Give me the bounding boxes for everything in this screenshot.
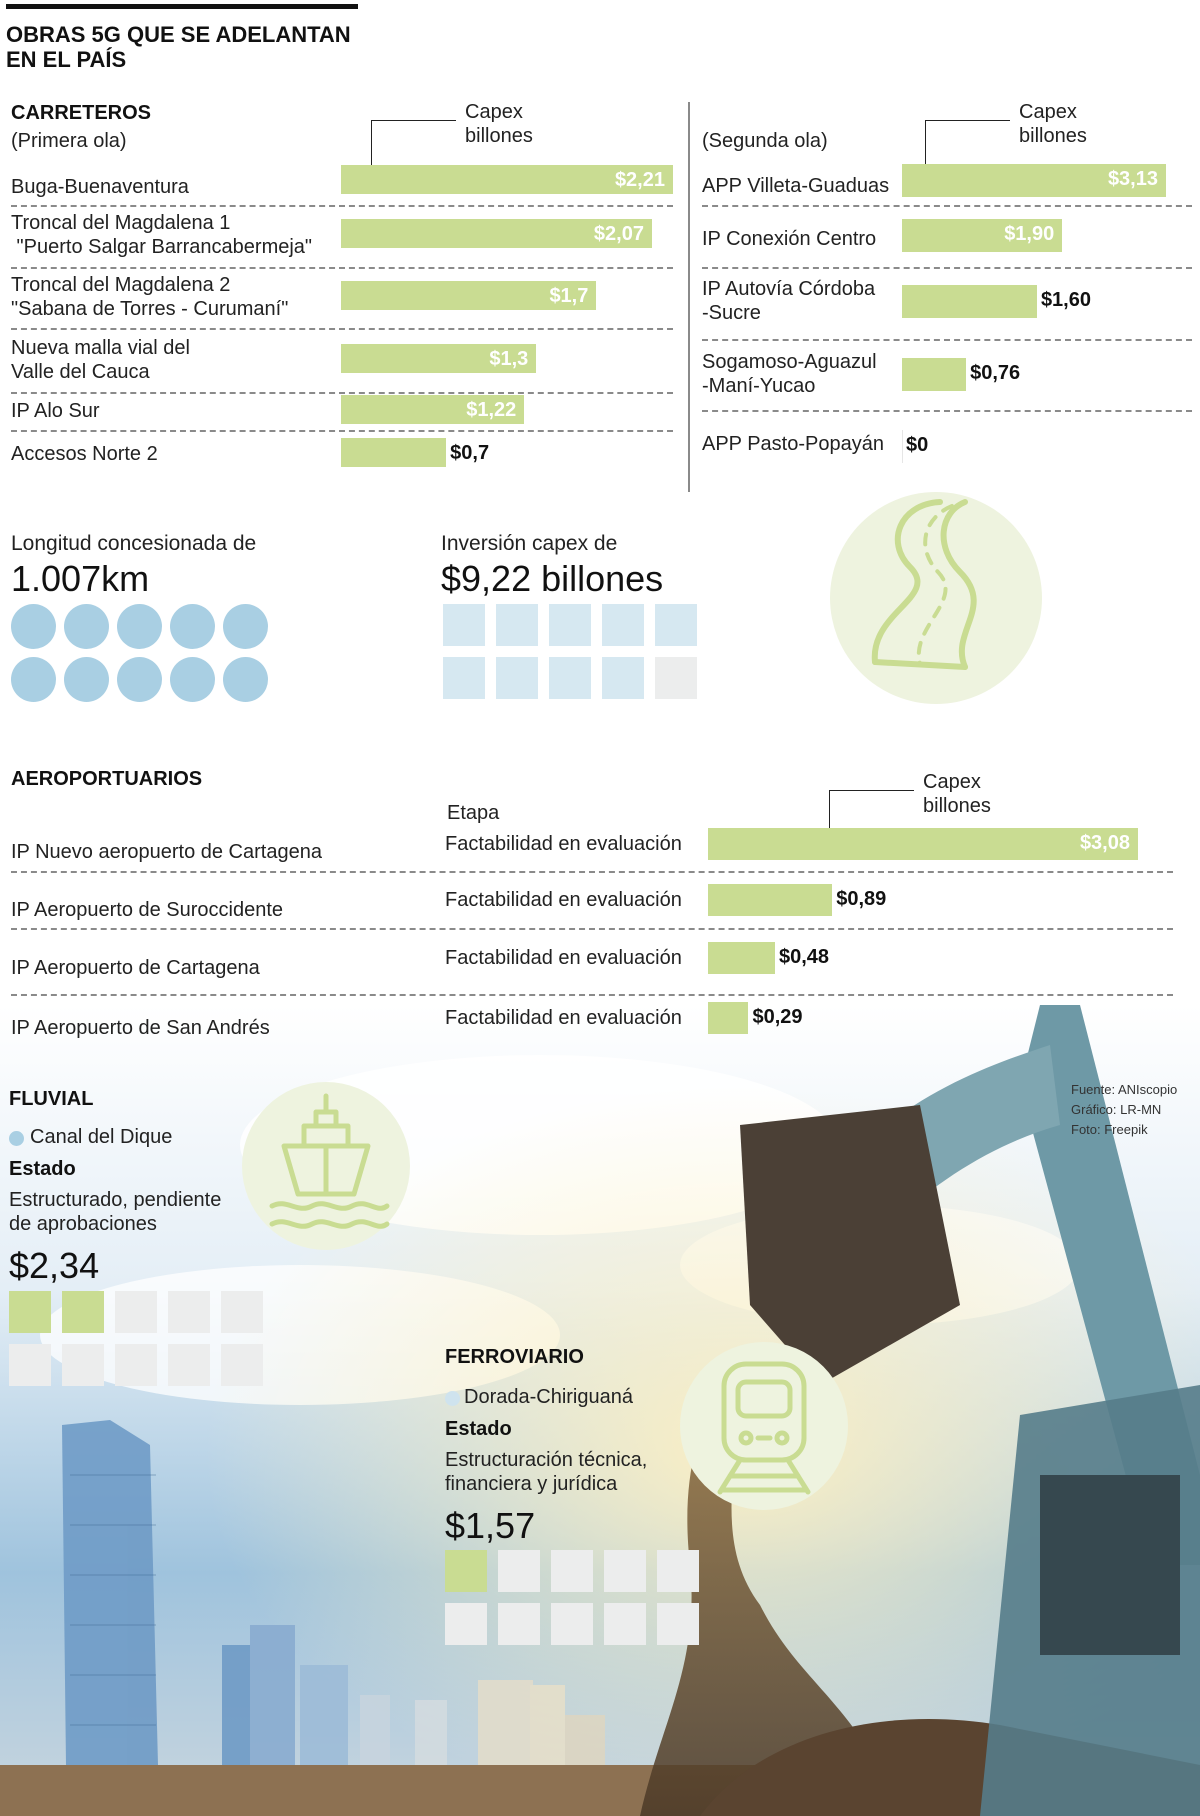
capex-square — [655, 604, 697, 646]
row-label: Troncal del Magdalena 1 "Puerto Salgar Barrancabermeja" — [11, 212, 313, 258]
fluvial-bullet — [9, 1131, 24, 1146]
value-label: $1,90 — [1004, 223, 1055, 245]
bar — [902, 285, 1037, 318]
row-label: Sogamoso-Aguazul -Maní-Yucao — [702, 351, 877, 397]
capex-callout-line-1 — [371, 120, 372, 170]
fluvial-title: FLUVIAL — [9, 1088, 94, 1110]
train-icon — [680, 1342, 848, 1510]
fluvial-square — [62, 1344, 104, 1386]
row-label: IP Aeropuerto de San Andrés — [11, 1017, 270, 1039]
value-label: $1,7 — [549, 285, 589, 307]
stage-label: Factabilidad en evaluación — [445, 1007, 682, 1029]
row-label: IP Autovía Córdoba -Sucre — [702, 278, 876, 324]
length-dot — [11, 657, 56, 702]
value-label: $3,08 — [1079, 832, 1130, 854]
length-dot-grid — [11, 604, 291, 704]
capex-callout-hline-1 — [371, 120, 456, 121]
row-divider — [11, 994, 1173, 996]
bar — [708, 1002, 748, 1034]
value-label: $0 — [906, 434, 929, 456]
row-divider — [702, 410, 1192, 412]
capex-square — [602, 604, 644, 646]
ferroviario-square — [551, 1603, 593, 1645]
ferroviario-square — [604, 1550, 646, 1592]
row-label: Troncal del Magdalena 2 "Sabana de Torres - Curumaní" — [11, 274, 289, 320]
capex-callout-hline-2 — [925, 120, 1010, 121]
ferroviario-square — [604, 1603, 646, 1645]
length-dot — [170, 604, 215, 649]
capex-total-value: $9,22 billones — [441, 558, 664, 599]
ferroviario-square — [657, 1550, 699, 1592]
bar — [708, 942, 775, 974]
stage-label: Factabilidad en evaluación — [445, 889, 682, 911]
fluvial-square — [115, 1291, 157, 1333]
column-divider — [688, 102, 690, 492]
fluvial-square — [9, 1291, 51, 1333]
ferroviario-square — [551, 1550, 593, 1592]
ferroviario-project: Dorada-Chiriguaná — [464, 1386, 633, 1408]
title-rule — [6, 4, 358, 9]
capex-square-grid — [443, 604, 723, 704]
row-label: IP Aeropuerto de Suroccidente — [11, 899, 284, 921]
ship-icon-circle — [242, 1082, 410, 1250]
wave2-label: (Segunda ola) — [702, 130, 828, 152]
value-label: $0,89 — [836, 888, 887, 910]
row-label: IP Alo Sur — [11, 400, 100, 422]
row-label: APP Villeta-Guaduas — [702, 175, 890, 197]
ferroviario-square-grid — [445, 1550, 725, 1650]
construction-photo — [0, 1005, 1200, 1816]
length-label: Longitud concesionada de — [11, 532, 257, 555]
fluvial-value: $2,34 — [9, 1245, 100, 1286]
capex-square — [655, 657, 697, 699]
row-label: Buga-Buenaventura — [11, 176, 189, 198]
value-label: $2,21 — [614, 169, 665, 191]
row-divider — [11, 392, 673, 394]
fluvial-square-grid — [9, 1291, 289, 1391]
ferroviario-square — [498, 1550, 540, 1592]
value-label: $1,60 — [1040, 289, 1091, 311]
capex-caption-2: Capex billones — [1019, 101, 1087, 147]
capex-square — [602, 657, 644, 699]
ferroviario-square — [657, 1603, 699, 1645]
fluvial-square — [221, 1291, 263, 1333]
row-divider — [702, 205, 1192, 207]
value-label: $1,3 — [489, 348, 529, 370]
length-dot — [64, 657, 109, 702]
fluvial-state-header: Estado — [9, 1158, 76, 1180]
row-label: Nueva malla vial del Valle del Cauca — [11, 337, 190, 383]
value-label: $1,22 — [466, 399, 517, 421]
row-label: APP Pasto-Popayán — [702, 433, 884, 455]
capex-caption-1: Capex billones — [465, 101, 533, 147]
ferroviario-square — [445, 1550, 487, 1592]
row-label: IP Conexión Centro — [702, 228, 877, 250]
ferroviario-square — [498, 1603, 540, 1645]
bar — [902, 358, 966, 391]
ferroviario-state-header: Estado — [445, 1418, 512, 1440]
row-divider — [11, 267, 673, 269]
length-dot — [117, 657, 162, 702]
fluvial-square — [168, 1291, 210, 1333]
fluvial-square — [9, 1344, 51, 1386]
length-value: 1.007km — [11, 558, 150, 599]
fluvial-square — [221, 1344, 263, 1386]
wave1-label: (Primera ola) — [11, 130, 127, 152]
ship-icon — [242, 1082, 410, 1250]
page-title: OBRAS 5G QUE SE ADELANTAN EN EL PAÍS — [6, 22, 351, 72]
train-icon-circle — [680, 1342, 848, 1510]
road-icon — [830, 492, 1042, 704]
fluvial-project: Canal del Dique — [30, 1126, 173, 1148]
capex-square — [549, 657, 591, 699]
bar-zero — [902, 430, 903, 463]
value-label: $0,7 — [450, 442, 490, 464]
bar — [708, 884, 832, 916]
fluvial-square — [168, 1344, 210, 1386]
capex-square — [443, 657, 485, 699]
length-dot — [223, 604, 268, 649]
value-label: $2,07 — [593, 223, 644, 245]
source-credits: Fuente: ANIscopio Gráfico: LR-MN Foto: Freepik — [1071, 1082, 1178, 1137]
aeroportuarios-title: AEROPORTUARIOS — [11, 768, 203, 790]
capex-square — [496, 604, 538, 646]
row-label: IP Nuevo aeropuerto de Cartagena — [11, 841, 322, 863]
length-dot — [170, 657, 215, 702]
bar — [341, 438, 446, 467]
ferroviario-state: Estructuración técnica, financiera y jurídica — [445, 1449, 648, 1495]
stage-label: Factabilidad en evaluación — [445, 947, 682, 969]
value-label: $3,13 — [1107, 168, 1158, 190]
ferroviario-bullet — [445, 1391, 460, 1406]
row-divider — [702, 339, 1192, 341]
fluvial-square — [62, 1291, 104, 1333]
length-dot — [64, 604, 109, 649]
capex-caption-3: Capex billones — [923, 771, 991, 817]
stage-label: Factabilidad en evaluación — [445, 833, 682, 855]
capex-square — [496, 657, 538, 699]
road-icon-circle — [830, 492, 1042, 704]
length-dot — [11, 604, 56, 649]
row-divider — [11, 871, 1173, 873]
value-label: $0,76 — [970, 362, 1021, 384]
fluvial-square — [115, 1344, 157, 1386]
ferroviario-title: FERROVIARIO — [445, 1346, 584, 1368]
capex-callout-hline-3 — [829, 790, 914, 791]
ferroviario-value: $1,57 — [445, 1505, 536, 1546]
row-divider — [11, 430, 673, 432]
carreteros-title: CARRETEROS — [11, 102, 152, 124]
fluvial-state: Estructurado, pendiente de aprobaciones — [9, 1189, 222, 1235]
stage-header: Etapa — [447, 802, 500, 824]
length-dot — [117, 604, 162, 649]
length-dot — [223, 657, 268, 702]
value-label: $0,29 — [752, 1006, 803, 1028]
ferroviario-square — [445, 1603, 487, 1645]
capex-callout-line-2 — [925, 120, 926, 170]
row-divider — [11, 928, 1173, 930]
row-label: IP Aeropuerto de Cartagena — [11, 957, 260, 979]
value-label: $0,48 — [779, 946, 830, 968]
row-divider — [11, 328, 673, 330]
capex-total-label: Inversión capex de — [441, 532, 618, 555]
capex-square — [443, 604, 485, 646]
capex-square — [549, 604, 591, 646]
row-label: Accesos Norte 2 — [11, 443, 158, 465]
row-divider — [702, 267, 1192, 269]
row-divider — [11, 205, 673, 207]
